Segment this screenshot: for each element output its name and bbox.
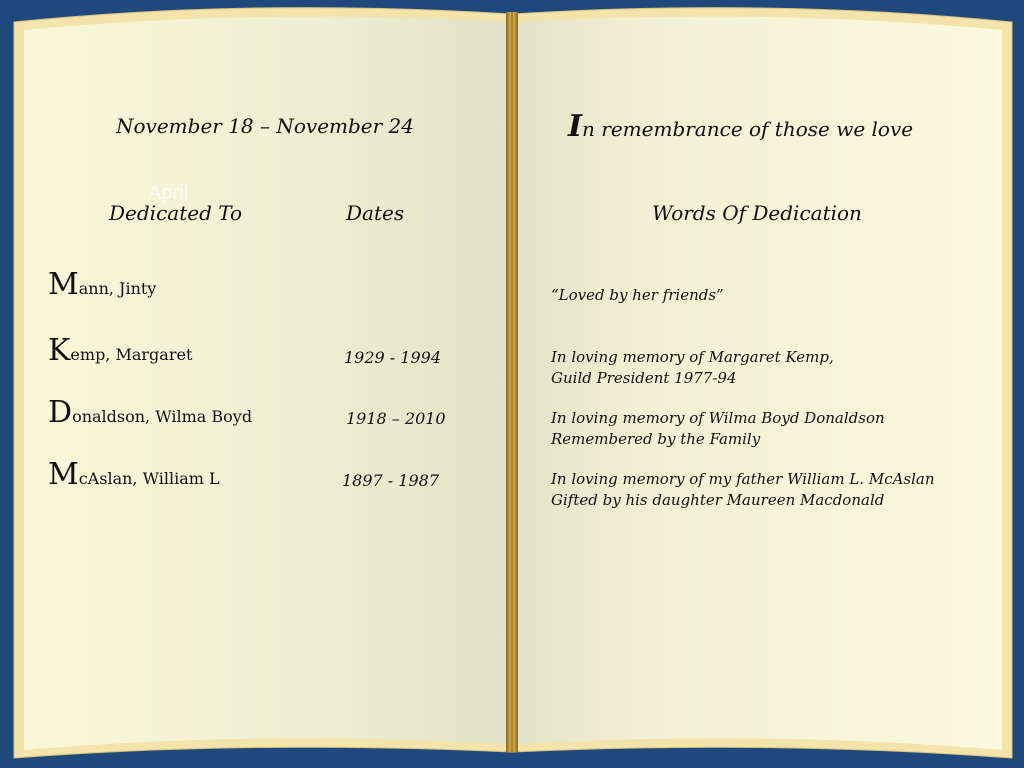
dedication-line: “Loved by her friends” xyxy=(551,286,724,304)
entry-name xyxy=(48,395,253,430)
column-header-dates: Dates xyxy=(346,201,405,225)
entry-initial: M xyxy=(48,267,79,302)
entry-initial: M xyxy=(48,457,79,492)
right-page-heading xyxy=(568,109,914,144)
dedication-line: In loving memory of Wilma Boyd Donaldson xyxy=(551,409,885,427)
column-header-dedicated-to: Dedicated To xyxy=(109,201,243,225)
dedication-line: In loving memory of my father William L. McAslan xyxy=(551,470,935,488)
dedication-item xyxy=(551,285,724,306)
heading-rest: n remembrance of those we love xyxy=(582,117,914,141)
dedication-item xyxy=(551,408,885,450)
entry-dates: 1897 - 1987 xyxy=(342,471,440,490)
entry-name-rest: ann, Jinty xyxy=(78,279,157,298)
dedication-item xyxy=(551,469,935,511)
date-range: November 18 – November 24 xyxy=(116,114,415,138)
dedication-line: Remembered by the Family xyxy=(551,430,761,448)
entry-name xyxy=(48,267,157,302)
dedication-item xyxy=(551,347,834,389)
entry-dates: 1918 – 2010 xyxy=(346,409,446,428)
faded-month-label: April xyxy=(148,182,189,204)
column-header-words-of-dedication: Words Of Dedication xyxy=(652,201,862,225)
entry-initial: D xyxy=(48,395,73,430)
dedication-line: Guild President 1977-94 xyxy=(551,369,737,387)
dedication-line: Gifted by his daughter Maureen Macdonald xyxy=(551,491,885,509)
entry-name-rest: emp, Margaret xyxy=(70,345,193,364)
entry-initial: K xyxy=(48,333,71,368)
entry-name xyxy=(48,333,193,368)
entry-name xyxy=(48,457,220,492)
heading-initial: I xyxy=(568,109,583,144)
dedication-line: In loving memory of Margaret Kemp, xyxy=(551,348,834,366)
entry-dates: 1929 - 1994 xyxy=(344,348,442,367)
entry-name-rest: cAslan, William L xyxy=(78,469,220,488)
entry-name-rest: onaldson, Wilma Boyd xyxy=(72,407,253,426)
